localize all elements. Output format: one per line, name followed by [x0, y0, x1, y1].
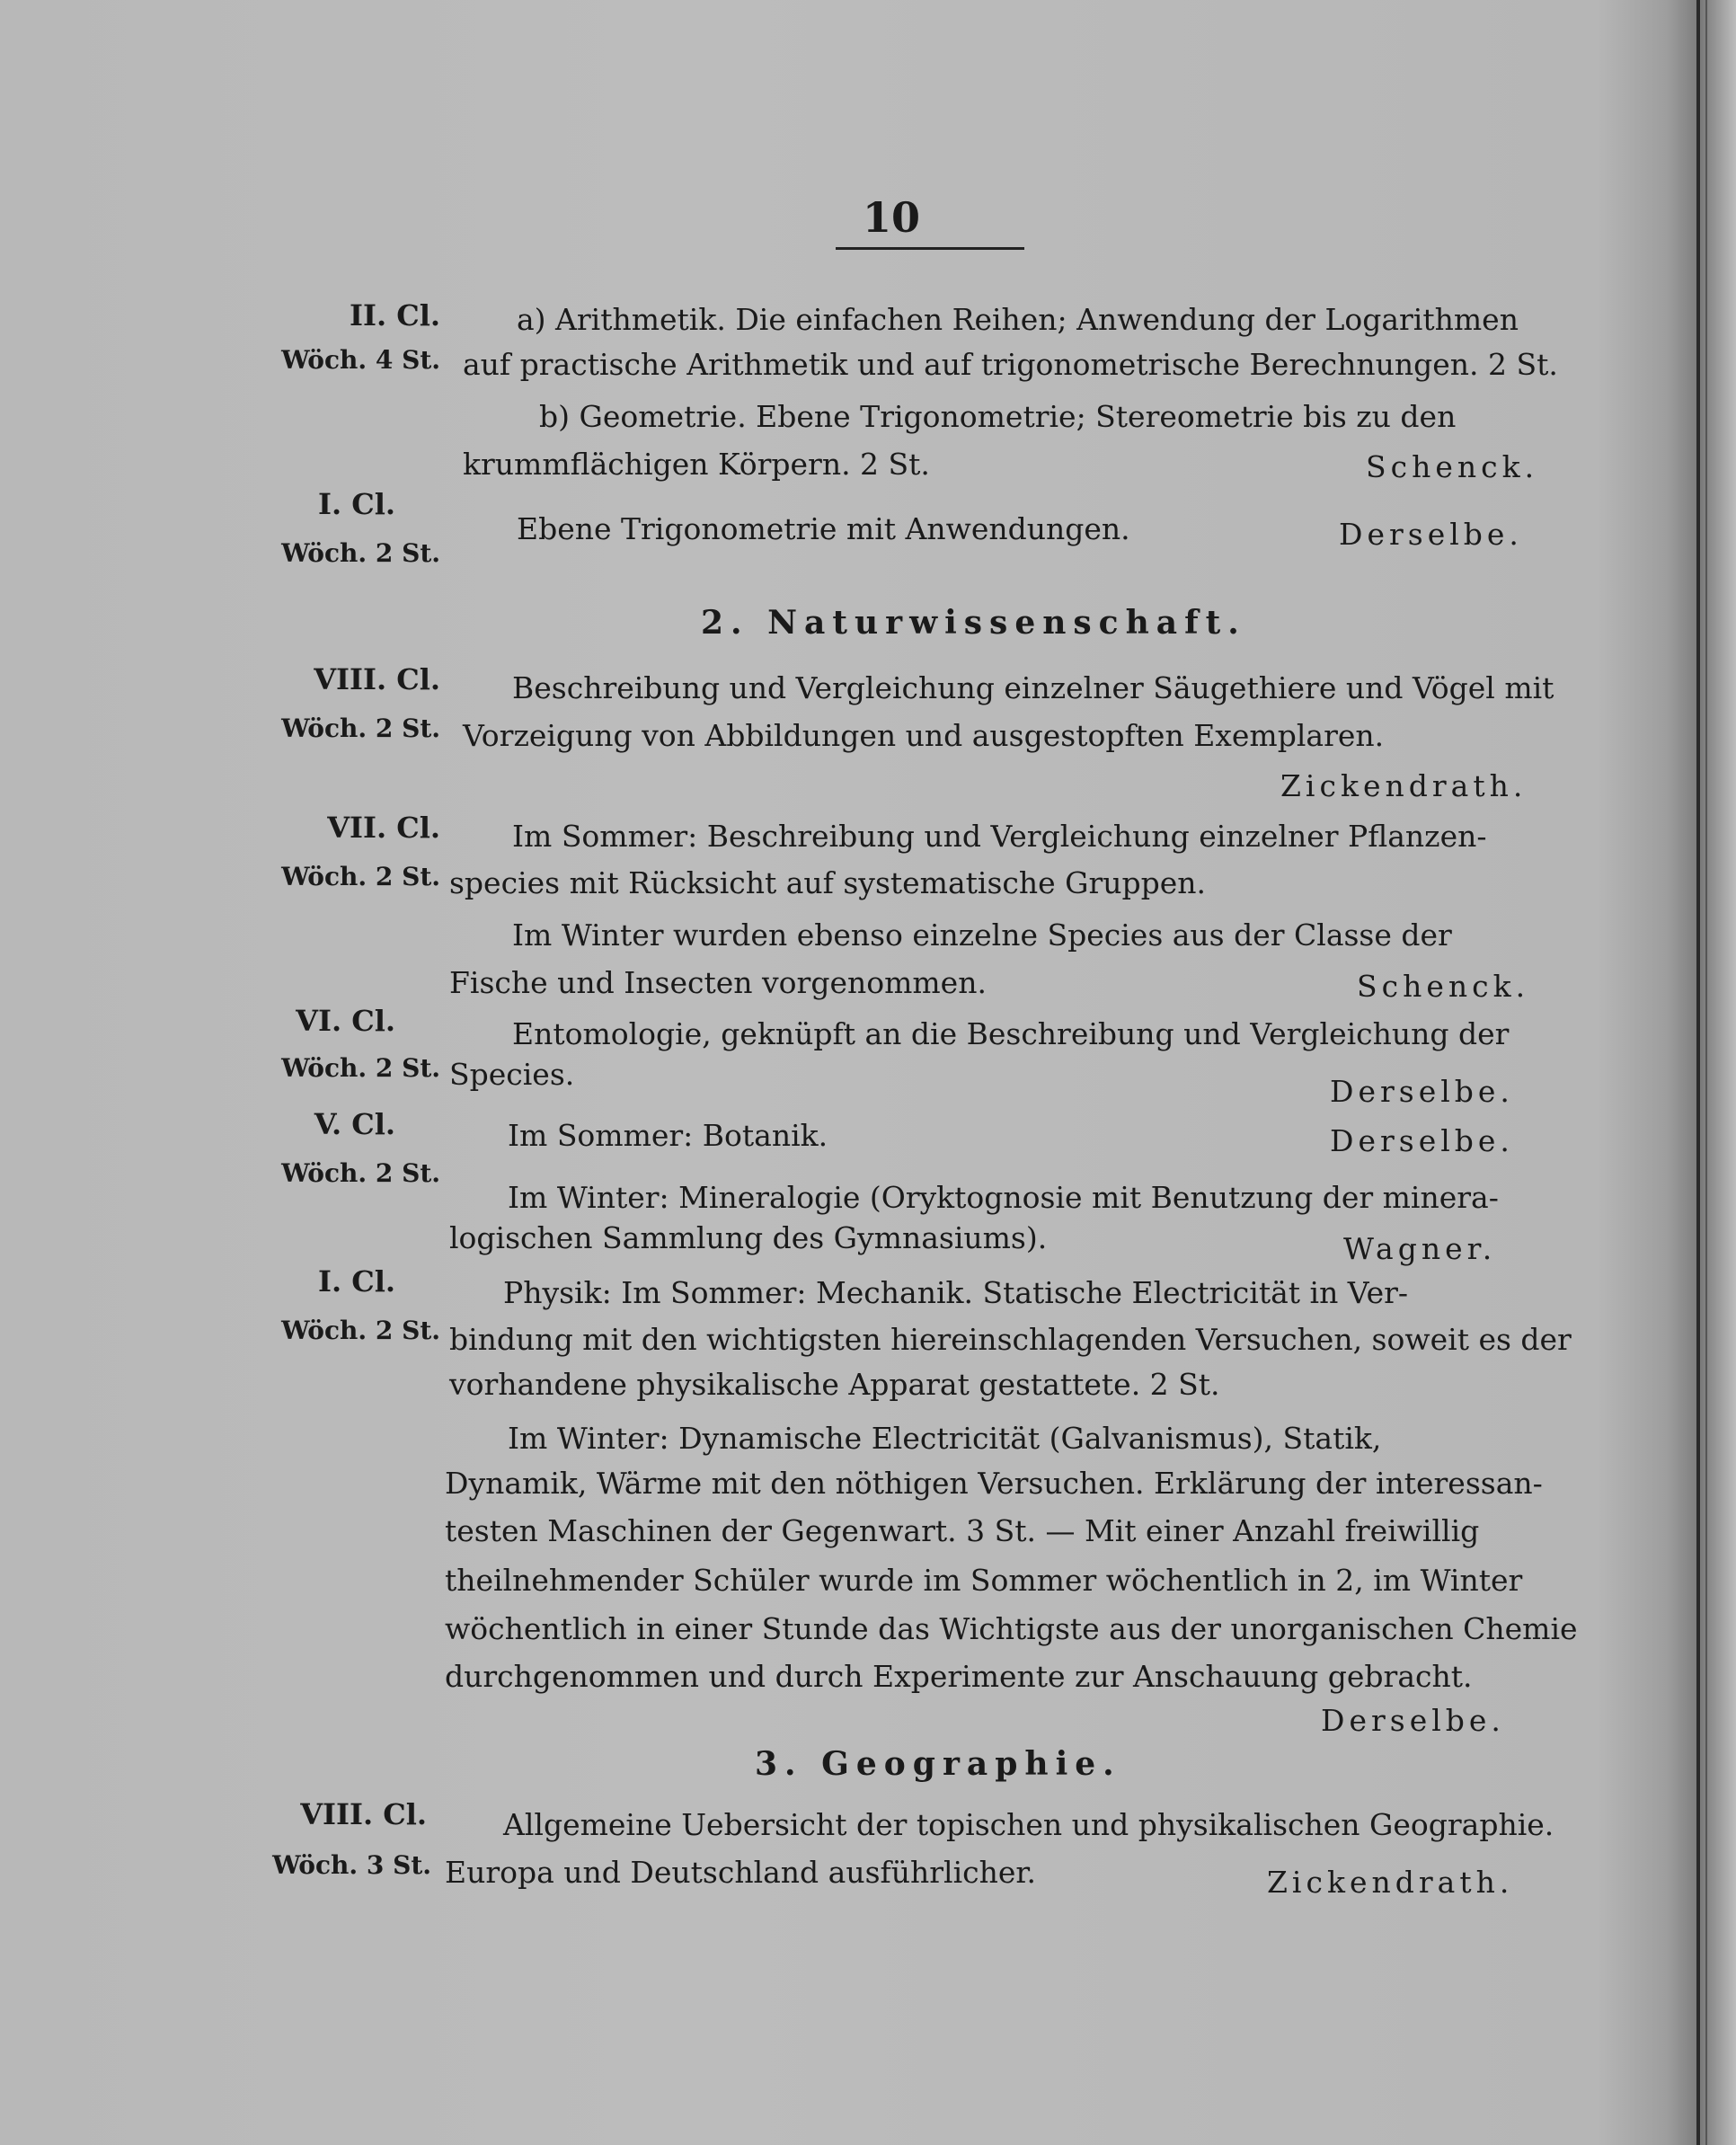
teacher-signature: Derselbe.: [1330, 1074, 1514, 1109]
margin-class: VI. Cl.: [296, 1004, 395, 1038]
margin-class: VII. Cl.: [327, 811, 440, 845]
text-line: Entomologie, geknüpft an die Beschreibung und Vergleichung der: [512, 1016, 1510, 1051]
text-line: Im Sommer: Beschreibung und Vergleichung einzelner Pflanzen-: [512, 819, 1487, 854]
margin-class: I. Cl.: [317, 1264, 395, 1299]
margin-hours: Wöch. 2 St.: [281, 862, 440, 891]
book-edge-shadow: [1705, 0, 1707, 2145]
margin-class: VIII. Cl.: [314, 662, 440, 696]
section-heading: 3. Geographie.: [755, 1745, 1121, 1783]
margin-hours: Wöch. 2 St.: [281, 538, 440, 568]
text-line: Dynamik, Wärme mit den nöthigen Versuchen. Erklärung der interessan-: [445, 1466, 1543, 1501]
text-line: logischen Sammlung des Gymnasiums).: [449, 1220, 1048, 1255]
text-line: Europa und Deutschland ausführlicher.: [445, 1855, 1037, 1890]
text-line: Fische und Insecten vorgenommen.: [449, 965, 987, 1000]
text-line: Species.: [449, 1057, 575, 1092]
page-number: 10: [863, 193, 921, 242]
text-line: Physik: Im Sommer: Mechanik. Statische Electricität in Ver-: [503, 1275, 1409, 1310]
teacher-signature: Derselbe.: [1321, 1703, 1505, 1738]
text-line: a) Arithmetik. Die einfachen Reihen; Anwendung der Logarithmen: [517, 302, 1519, 337]
teacher-signature: Zickendrath.: [1280, 768, 1528, 803]
teacher-signature: Zickendrath.: [1267, 1865, 1514, 1900]
text-line: Allgemeine Uebersicht der topischen und physikalischen Geographie.: [503, 1807, 1554, 1842]
text-line: Beschreibung und Vergleichung einzelner Säugethiere und Vögel mit: [512, 670, 1554, 705]
text-line: auf practische Arithmetik und auf trigonometrische Berechnungen. 2 St.: [463, 347, 1558, 382]
text-line: Im Winter: Mineralogie (Oryktognosie mit Benutzung der minera-: [508, 1180, 1499, 1215]
margin-hours: Wöch. 2 St.: [281, 1316, 440, 1345]
book-edge: [1696, 0, 1700, 2145]
margin-class: V. Cl.: [314, 1107, 395, 1141]
text-line: testen Maschinen der Gegenwart. 3 St. — Mit einer Anzahl freiwillig: [445, 1513, 1480, 1548]
text-line: Im Winter wurden ebenso einzelne Species aus der Classe der: [512, 917, 1452, 953]
text-line: bindung mit den wichtigsten hiereinschlagenden Versuchen, soweit es der: [449, 1322, 1572, 1357]
text-line: vorhandene physikalische Apparat gestattete. 2 St.: [449, 1367, 1220, 1402]
teacher-signature: Schenck.: [1366, 449, 1539, 484]
teacher-signature: Derselbe.: [1330, 1123, 1514, 1158]
page-number-rule: [836, 247, 1024, 250]
text-line: b) Geometrie. Ebene Trigonometrie; Stereometrie bis zu den: [539, 399, 1457, 434]
text-line: Im Winter: Dynamische Electricität (Galvanismus), Statik,: [508, 1421, 1382, 1456]
text-line: theilnehmender Schüler wurde im Sommer wöchentlich in 2, im Winter: [445, 1563, 1523, 1598]
text-line: Im Sommer: Botanik.: [508, 1118, 828, 1153]
margin-hours: Wöch. 4 St.: [281, 345, 440, 375]
text-line: species mit Rücksicht auf systematische Gruppen.: [449, 865, 1207, 900]
margin-hours: Wöch. 2 St.: [281, 1053, 440, 1083]
text-line: wöchentlich in einer Stunde das Wichtigste aus der unorganischen Chemie: [445, 1611, 1578, 1646]
text-line: krummflächigen Körpern. 2 St.: [463, 447, 930, 482]
teacher-signature: Wagner.: [1343, 1231, 1497, 1266]
text-line: durchgenommen und durch Experimente zur Anschauung gebracht.: [445, 1659, 1473, 1694]
margin-class: II. Cl.: [350, 298, 440, 332]
margin-hours: Wöch. 2 St.: [281, 1158, 440, 1188]
section-heading: 2. Naturwissenschaft.: [701, 604, 1246, 642]
text-line: Ebene Trigonometrie mit Anwendungen.: [517, 511, 1130, 546]
teacher-signature: Schenck.: [1357, 969, 1530, 1004]
teacher-signature: Derselbe.: [1339, 517, 1523, 552]
text-line: Vorzeigung von Abbildungen und ausgestopften Exemplaren.: [463, 718, 1385, 753]
margin-hours: Wöch. 2 St.: [281, 714, 440, 743]
margin-class: VIII. Cl.: [300, 1797, 427, 1831]
margin-class: I. Cl.: [317, 487, 395, 521]
margin-hours: Wöch. 3 St.: [272, 1850, 431, 1880]
